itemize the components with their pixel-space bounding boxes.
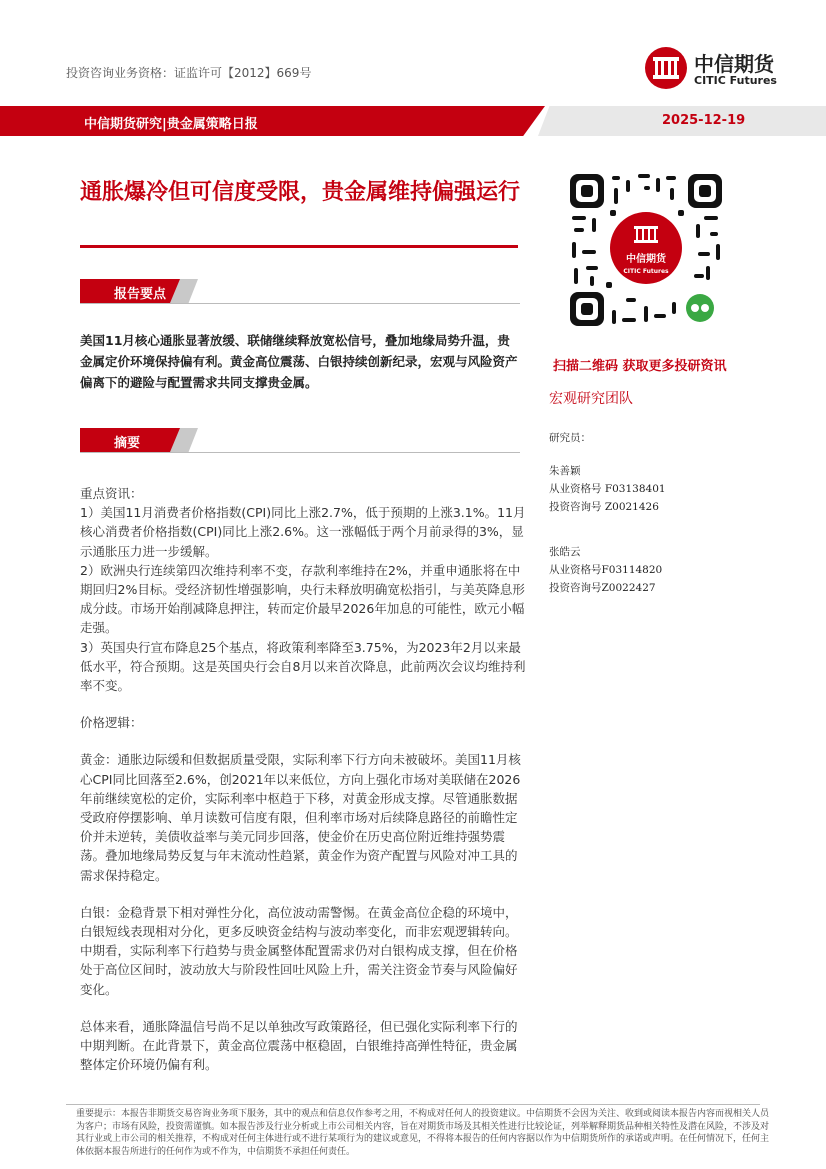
report-series-title: 中信期货研究|贵金属策略日报 bbox=[84, 117, 258, 132]
section-header-report-points bbox=[80, 279, 198, 303]
paragraph: 价格逻辑： bbox=[80, 715, 143, 731]
researcher-qualification: 从业资格号F03114820 bbox=[549, 564, 663, 576]
researcher-card bbox=[549, 462, 666, 516]
section-label: 报告要点 bbox=[114, 287, 167, 302]
paragraph: 2）欧洲央行连续第四次维持利率不变，存款利率维持在2%，并重申通胀将在中期回归2%目标。受经济韧性增强影响，央行未释放明确宽松指引，与美英降息形成分歧。市场开始削减降息押注，转而定价最早2026年加息的可能性，欧元小幅走强。 bbox=[80, 562, 525, 636]
citic-futures-logo bbox=[644, 44, 814, 96]
disclaimer-footer: 重要提示：本报告非期货交易咨询业务项下服务，其中的观点和信息仅作参考之用，不构成对任何人的投资建议。中信期货不会因为关注、收到或阅读本报告内容而视相关人员为客户；市场有风险，投资需谨慎。如本报告涉及行业分析或上市公司相关内容，旨在对期货市场及其相关性进行比较论证，列举解释期货品种相关特性及潜在风险，不涉及对其行业或上市公司的相关推荐，不构成对任何主体进行或不进行某项行为的建议或意见，不得将本报告的任何内容据以作为中信期货所作的承诺或声明。在任何情况下，任何主体依据本报告所进行的任何作为或不作为，中信期货不承担任何责任。 bbox=[76, 1109, 770, 1157]
qr-center-cn: 中信期货 bbox=[626, 254, 666, 265]
section-header-summary bbox=[80, 428, 198, 452]
researcher-card bbox=[549, 543, 662, 597]
citic-logo-icon bbox=[644, 46, 688, 90]
report-key-points: 美国11月核心通胀显著放缓、联储继续释放宽松信号，叠加地缘局势升温，贵金属定价环境保持偏有利。黄金高位震荡、白银持续创新纪录，宏观与风险资产偏离下的避险与配置需求共同支撑贵金属。 bbox=[80, 333, 518, 390]
paragraph: 白银：金稳背景下相对弹性分化，高位波动需警惕。在黄金高位企稳的环境中，白银短线表现相对分化，更多反映资金结构与波动率变化，而非宏观逻辑转向。中期看，实际利率下行趋势与贵金属整体配置需求仍对白银构成支撑，但在价格处于高位区间时，波动放大与阶段性回吐风险上升，需关注资金节奏与风险偏好变化。 bbox=[80, 904, 518, 997]
researcher-consult-id: 投资咨询号Z0022427 bbox=[549, 582, 656, 594]
footer-divider bbox=[66, 1104, 760, 1105]
license-text: 投资咨询业务资格：证监许可【2012】669号 bbox=[66, 66, 312, 80]
report-header-bar bbox=[0, 106, 826, 136]
researcher-name: 张皓云 bbox=[549, 546, 581, 558]
researcher-label: 研究员： bbox=[549, 432, 591, 444]
paragraph: 3）英国央行宣布降息25个基点，将政策利率降至3.75%，为2023年2月以来最低水平，符合预期。这是英国央行会自8月以来首次降息，此前两次会议均维持利率不变。 bbox=[80, 639, 526, 694]
paragraph: 总体来看，通胀降温信号尚不足以单独改写政策路径，但已强化实际利率下行的中期判断。在此背景下，黄金高位震荡中枢稳固，白银维持高弹性特征，贵金属整体定价环境仍偏有利。 bbox=[80, 1018, 518, 1073]
logo-english-name: CITIC Futures bbox=[694, 74, 777, 87]
qr-code-icon[interactable] bbox=[566, 170, 726, 330]
researcher-name: 朱善颖 bbox=[549, 465, 581, 477]
research-team-name: 宏观研究团队 bbox=[549, 391, 633, 407]
logo-chinese-name: 中信期货 bbox=[694, 52, 774, 76]
paragraph: 1）美国11月消费者价格指数(CPI)同比上涨2.7%，低于预期的上涨3.1%。11月核心消费者价格指数(CPI)同比上涨2.6%。这一涨幅低于两个月前录得的3%，显示通胀压力进一步缓解。 bbox=[80, 505, 526, 559]
summary-body bbox=[80, 484, 526, 1074]
section-label: 摘要 bbox=[114, 436, 141, 451]
researcher-consult-id: 投资咨询号 Z0021426 bbox=[549, 501, 659, 513]
paragraph: 黄金：通胀边际缓和但数据质量受限，实际利率下行方向未被破坏。美国11月核心CPI同比回落至2.6%，创2021年以来低位，方向上强化市场对美联储在2026年前继续宽松的定价，实际利率中枢趋于下移，对黄金形成支撑。尽管通胀数据受政府停摆影响、单月读数可信度有限，但利率市场对后续降息路径的前瞻性定价并未逆转，美债收益率与美元同步回落，使金价在历史高位附近维持强势震荡。叠加地缘局势反复与年末流动性趋紧，黄金作为资产配置与风险对冲工具的需求保持稳定。 bbox=[80, 752, 521, 883]
paragraph: 重点资讯： bbox=[80, 486, 143, 501]
section-divider bbox=[80, 303, 520, 304]
report-date: 2025-12-19 bbox=[662, 113, 746, 128]
report-title: 通胀爆冷但可信度受限，贵金属维持偏强运行 bbox=[80, 180, 521, 205]
title-underline bbox=[80, 245, 518, 248]
scan-qr-prompt: 扫描二维码 获取更多投研资讯 bbox=[553, 359, 727, 374]
section-divider bbox=[80, 452, 520, 453]
researcher-qualification: 从业资格号 F03138401 bbox=[549, 483, 666, 495]
qr-center-en: CITIC Futures bbox=[623, 268, 669, 275]
